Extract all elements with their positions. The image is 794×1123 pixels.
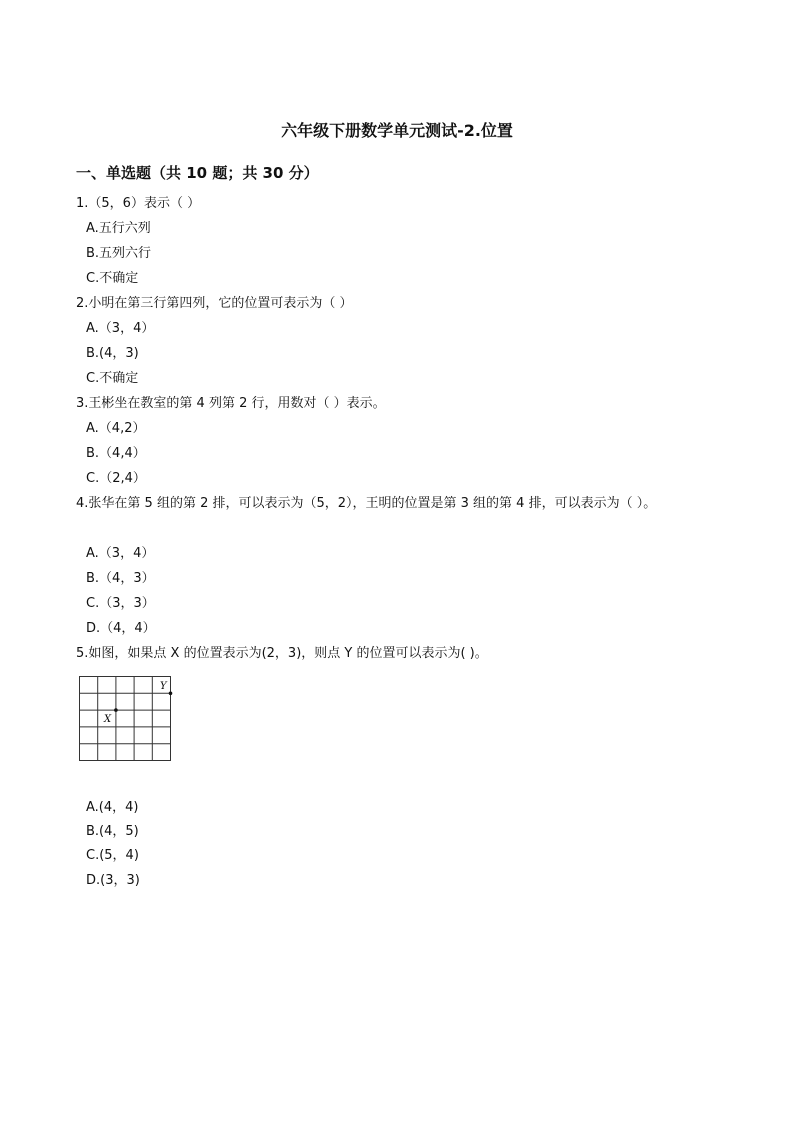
question-2-stem: 2.小明在第三行第四列，它的位置可表示为（ ） <box>76 296 353 311</box>
point-x-dot <box>114 708 118 712</box>
question-2-option-c: C.不确定 <box>86 371 139 386</box>
question-1-option-a: A.五行六列 <box>86 221 151 236</box>
question-2-option-b: B.(4，3) <box>86 346 139 361</box>
point-y-label: Y <box>160 681 167 692</box>
question-5-stem: 5.如图，如果点 X 的位置表示为(2，3)，则点 Y 的位置可以表示为( )。 <box>76 646 488 661</box>
question-4-option-d: D.（4，4） <box>86 621 156 636</box>
point-y-dot <box>169 692 173 696</box>
question-4-option-a: A.（3，4） <box>86 546 155 561</box>
coordinate-grid-figure <box>78 676 174 768</box>
grid-border <box>80 677 171 761</box>
question-1-stem: 1.（5，6）表示（ ） <box>76 196 201 211</box>
section-heading: 一、单选题（共 10 题；共 30 分） <box>76 164 319 182</box>
question-1-option-b: B.五列六行 <box>86 246 152 261</box>
question-3-stem: 3.王彬坐在教室的第 4 列第 2 行，用数对（ ）表示。 <box>76 396 386 411</box>
grid-svg <box>78 676 174 764</box>
question-4-option-b: B.（4，3） <box>86 571 155 586</box>
page-title: 六年级下册数学单元测试-2.位置 <box>281 121 513 140</box>
question-5-option-b: B.(4，5) <box>86 824 139 839</box>
question-3-option-a: A.（4,2） <box>86 421 146 436</box>
question-5-option-a: A.(4，4) <box>86 800 139 815</box>
question-2-option-a: A.（3，4） <box>86 321 155 336</box>
question-4-stem: 4.张华在第 5 组的第 2 排，可以表示为（5，2），王明的位置是第 3 组的第 4 排，可以表示为（ ）。 <box>76 496 657 511</box>
question-5-option-d: D.(3，3) <box>86 873 140 888</box>
question-3-option-b: B.（4,4） <box>86 446 146 461</box>
question-3-option-c: C.（2,4） <box>86 471 146 486</box>
question-1-option-c: C.不确定 <box>86 271 139 286</box>
point-x-label: X <box>104 714 112 725</box>
question-5-option-c: C.(5，4) <box>86 848 139 863</box>
question-4-option-c: C.（3，3） <box>86 596 155 611</box>
